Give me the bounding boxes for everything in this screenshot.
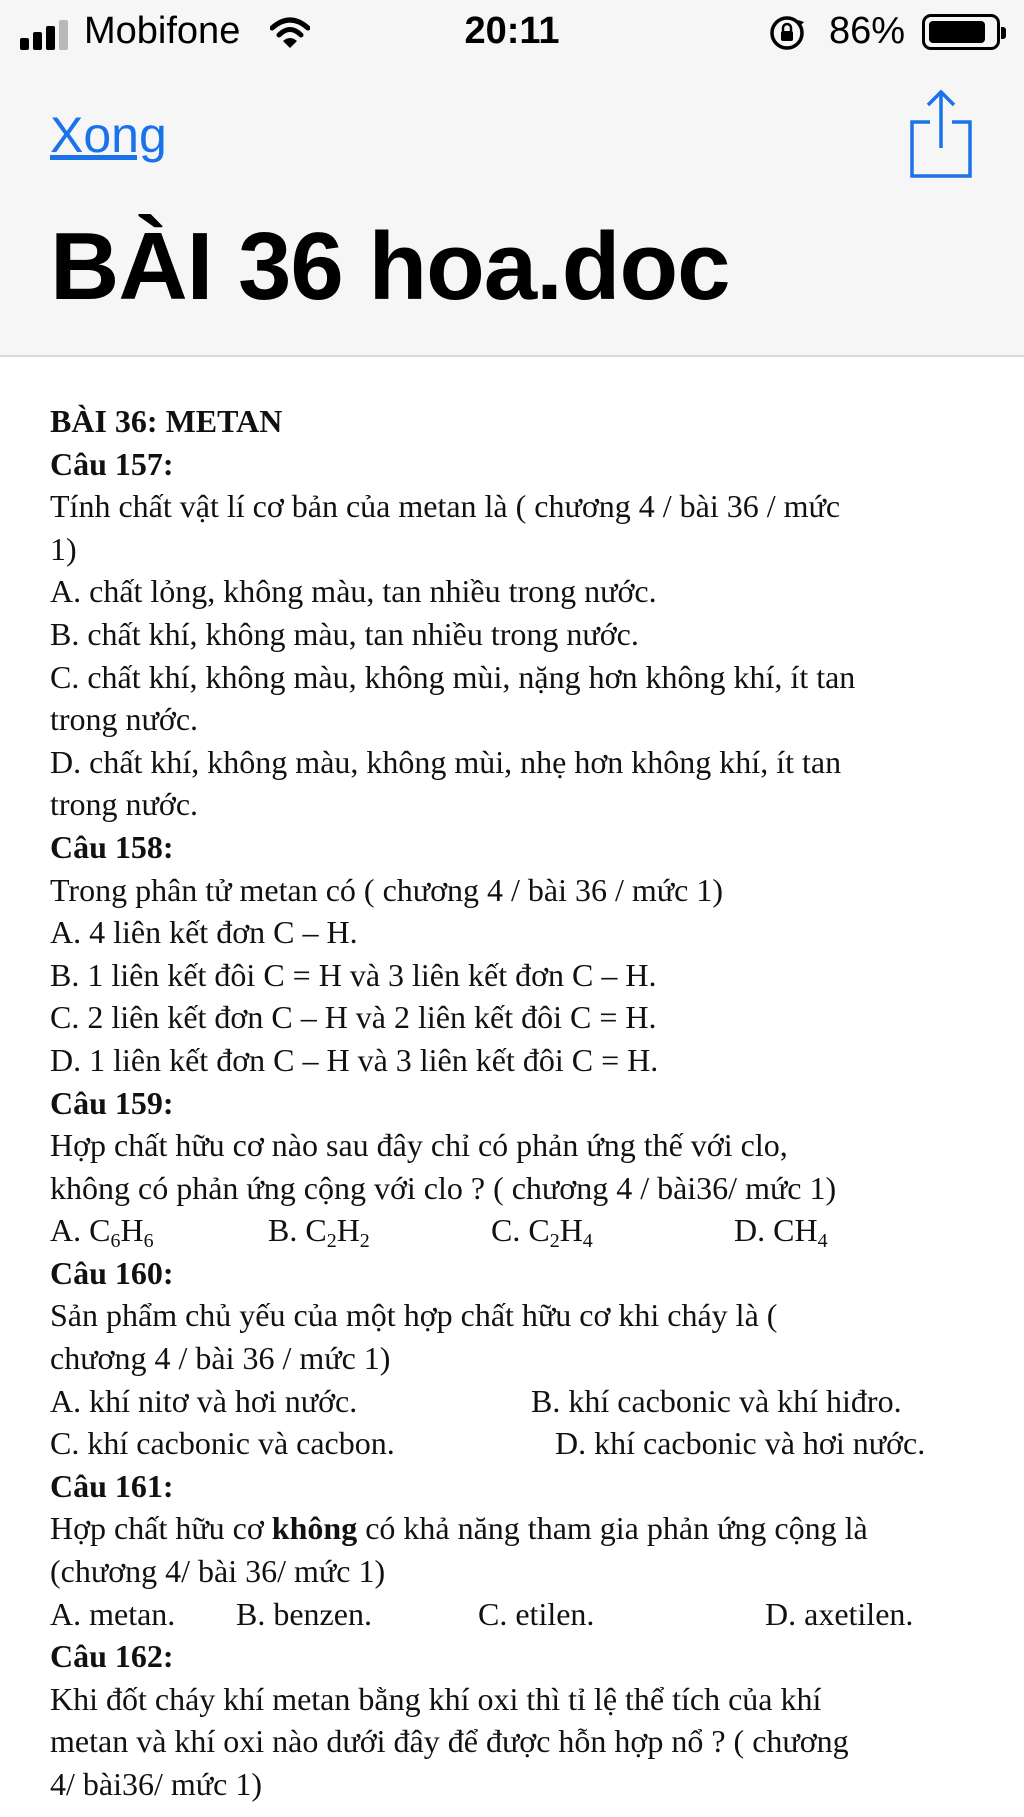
question-prompt: 4/ bài36/ mức 1) — [50, 1766, 262, 1802]
question-label: Câu 160: — [50, 1254, 174, 1291]
question-label: Câu 161: — [50, 1467, 174, 1504]
answer-option: C. chất khí, không màu, không mùi, nặng hơn không khí, ít tan — [50, 658, 856, 695]
question-prompt: không có phản ứng cộng với clo ? ( chương 4 / bài36/ mức 1) — [50, 1169, 837, 1206]
answer-options-row — [50, 1380, 1000, 1423]
battery-percentage: 86% — [829, 10, 906, 52]
done-button[interactable]: Xong — [50, 107, 167, 163]
answer-option: trong nước. — [50, 701, 199, 738]
answer-option: A. 4 liên kết đơn C – H. — [50, 914, 358, 951]
answer-option: D. khí cacbonic và hơi nước. — [555, 1425, 926, 1462]
question-label: Câu 158: — [50, 828, 174, 865]
answer-option: A. khí nitơ và hơi nước. — [50, 1382, 358, 1419]
answer-options-row — [50, 1593, 1000, 1636]
answer-options-row — [50, 1422, 1000, 1465]
battery-icon — [922, 14, 1000, 50]
question-prompt: Khi đốt cháy khí metan bằng khí oxi thì tỉ lệ thể tích của khí — [50, 1680, 822, 1717]
section-heading: BÀI 36: METAN — [50, 403, 283, 439]
status-time: 20:11 — [464, 10, 560, 52]
answer-option: B. benzen. — [236, 1595, 372, 1632]
answer-option: A. chất lỏng, không màu, tan nhiều trong nước. — [50, 573, 657, 610]
question-prompt: metan và khí oxi nào dưới đây để được hỗn hợp nổ ? ( chương — [50, 1723, 849, 1760]
answer-option: D. 1 liên kết đơn C – H và 3 liên kết đôi C = H. — [50, 1041, 659, 1078]
document-content — [50, 400, 1000, 1806]
answer-option: B. chất khí, không màu, tan nhiều trong nước. — [50, 615, 639, 652]
status-bar — [0, 0, 1024, 66]
question-prompt: Sản phẩm chủ yếu của một hợp chất hữu cơ khi cháy là ( — [50, 1297, 778, 1334]
answer-option: C. khí cacbonic và cacbon. — [50, 1425, 395, 1462]
question-label: Câu 157: — [50, 445, 174, 482]
document-title: BÀI 36 hoa.doc — [50, 213, 730, 320]
answer-option: C. etilen. — [478, 1595, 595, 1632]
question-prompt: 1) — [50, 530, 77, 567]
answer-option: A. $C_6H_6$ — [50, 1212, 154, 1253]
question-prompt: Hợp chất hữu cơ nào sau đây chỉ có phản ứng thế với clo, — [50, 1127, 788, 1164]
answer-option: D. axetilen. — [765, 1595, 914, 1632]
question-prompt: Tính chất vật lí cơ bản của metan là ( chương 4 / bài 36 / mức — [50, 488, 841, 525]
question-prompt: chương 4 / bài 36 / mức 1) — [50, 1340, 391, 1377]
answer-option: C. $C_2H_4$ — [491, 1212, 593, 1253]
question-prompt: Hợp chất hữu cơ không có khả năng tham gia phản ứng cộng là — [50, 1510, 868, 1547]
share-icon[interactable] — [908, 88, 974, 180]
answer-option: D. chất khí, không màu, không mùi, nhẹ hơn không khí, ít tan — [50, 743, 842, 780]
carrier-name: Mobifone — [84, 10, 241, 52]
answer-option: B. 1 liên kết đôi C = H và 3 liên kết đơn C – H. — [50, 956, 657, 993]
answer-option: B. $C_2H_2$ — [268, 1212, 370, 1253]
question-label: Câu 162: — [50, 1638, 174, 1675]
answer-option: D. $CH_4$ — [734, 1212, 828, 1253]
orientation-lock-icon — [768, 14, 806, 52]
answer-option: C. 2 liên kết đơn C – H và 2 liên kết đôi C = H. — [50, 999, 657, 1036]
question-prompt: (chương 4/ bài 36/ mức 1) — [50, 1553, 386, 1590]
answer-option: trong nước. — [50, 786, 199, 823]
question-label: Câu 159: — [50, 1084, 174, 1121]
answer-options-row — [50, 1209, 1000, 1252]
answer-option: B. khí cacbonic và khí hiđro. — [531, 1382, 902, 1419]
navigation-bar — [0, 0, 1024, 357]
answer-option: A. metan. — [50, 1595, 176, 1632]
question-prompt: Trong phân tử metan có ( chương 4 / bài 36 / mức 1) — [50, 871, 723, 908]
